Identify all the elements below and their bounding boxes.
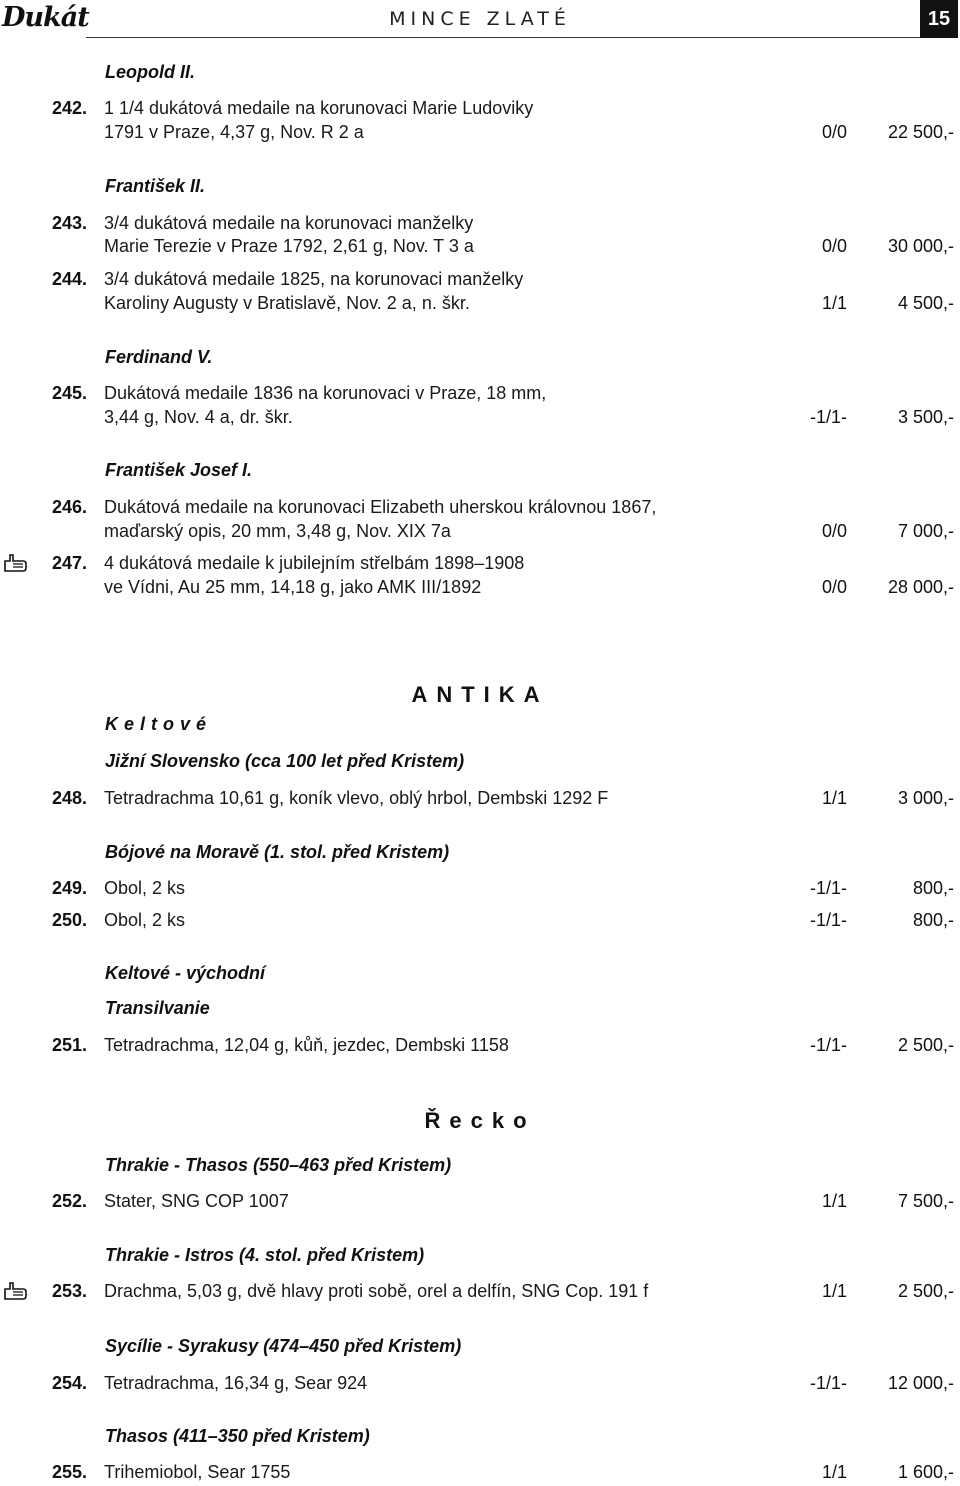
lot-price: 2 500,- <box>897 1035 954 1055</box>
lot-grade: 0/0 <box>821 521 847 541</box>
lot-description: Tetradrachma, 12,04 g, kůň, jezdec, Dembski 1158 <box>104 1035 509 1055</box>
lot-grade: 1/1 <box>821 293 847 313</box>
page-header <box>0 0 960 42</box>
lot-number: 243. <box>52 213 88 233</box>
lot-price: 800,- <box>912 878 954 898</box>
lot-grade: 0/0 <box>821 577 847 597</box>
section-heading: Transilvanie <box>105 998 210 1018</box>
lot-description: Tetradrachma 10,61 g, koník vlevo, oblý hrbol, Dembski 1292 F <box>104 788 609 808</box>
lot-number: 249. <box>52 878 88 898</box>
lot-number: 254. <box>52 1373 88 1393</box>
lot-grade: -1/1- <box>809 1035 847 1055</box>
lot-description: 3/4 dukátová medaile 1825, na korunovaci manželky <box>104 269 524 289</box>
lot-price: 2 500,- <box>897 1281 954 1301</box>
lot-description: Karoliny Augusty v Bratislavě, Nov. 2 a, n. škr. <box>104 293 470 313</box>
lot-price: 28 000,- <box>887 577 954 597</box>
section-heading: Jižní Slovensko (cca 100 let před Kristem) <box>105 751 465 771</box>
lot-price: 800,- <box>912 910 954 930</box>
lot-description: 4 dukátová medaile k jubilejním střelbám 1898–1908 <box>104 553 525 573</box>
lot-price: 3 500,- <box>897 407 954 427</box>
lot-number: 255. <box>52 1462 88 1482</box>
lot-grade: -1/1- <box>809 1373 847 1393</box>
lot-number: 248. <box>52 788 88 808</box>
lot-price: 1 600,- <box>897 1462 954 1482</box>
lot-description: Dukátová medaile 1836 na korunovaci v Praze, 18 mm, <box>104 383 547 403</box>
section-heading: Thasos (411–350 před Kristem) <box>105 1426 370 1446</box>
section-heading: František Josef I. <box>105 460 253 480</box>
lot-grade: -1/1- <box>809 910 847 930</box>
lot-price: 30 000,- <box>887 236 954 256</box>
lot-description: Dukátová medaile na korunovaci Elizabeth uherskou královnou 1867, <box>104 497 657 517</box>
lot-description: 1 1/4 dukátová medaile na korunovaci Marie Ludoviky <box>104 98 534 118</box>
header-divider <box>86 37 920 38</box>
lot-description: 3,44 g, Nov. 4 a, dr. škr. <box>104 407 293 427</box>
lot-description: maďarský opis, 20 mm, 3,48 g, Nov. XIX 7a <box>104 521 451 541</box>
lot-description: ve Vídni, Au 25 mm, 14,18 g, jako AMK III/1892 <box>104 577 482 597</box>
lot-price: 22 500,- <box>887 122 954 142</box>
lot-number: 247. <box>52 553 88 573</box>
lot-grade: 1/1 <box>821 1191 847 1211</box>
lot-price: 4 500,- <box>897 293 954 313</box>
section-heading: František II. <box>105 176 206 196</box>
lot-number: 245. <box>52 383 88 403</box>
lot-price: 7 500,- <box>897 1191 954 1211</box>
section-title: Řecko <box>424 1108 536 1133</box>
lot-number: 244. <box>52 269 88 289</box>
lot-description: Stater, SNG COP 1007 <box>104 1191 289 1211</box>
section-heading: Thrakie - Thasos (550–463 před Kristem) <box>105 1155 452 1175</box>
lot-description: Obol, 2 ks <box>104 878 186 898</box>
section-heading: Keltové - východní <box>105 963 266 983</box>
lot-number: 252. <box>52 1191 88 1211</box>
lot-price: 12 000,- <box>887 1373 954 1393</box>
lot-price: 3 000,- <box>897 788 954 808</box>
logo: Dukát <box>2 2 89 33</box>
section-heading: Leopold II. <box>105 62 195 82</box>
lot-grade: -1/1- <box>809 407 847 427</box>
lot-number: 253. <box>52 1281 88 1301</box>
lot-description: Drachma, 5,03 g, dvě hlavy proti sobě, orel a delfín, SNG Cop. 191 f <box>104 1281 649 1301</box>
lot-number: 246. <box>52 497 88 517</box>
hand-pointer-icon <box>2 1280 28 1302</box>
lot-description: 1791 v Praze, 4,37 g, Nov. R 2 a <box>104 122 364 142</box>
hand-pointer-icon <box>2 552 28 574</box>
lot-description: Marie Terezie v Praze 1792, 2,61 g, Nov. T 3 a <box>104 236 474 256</box>
section-title: ANTIKA <box>411 682 549 707</box>
lot-grade: 1/1 <box>821 1281 847 1301</box>
lot-grade: 0/0 <box>821 122 847 142</box>
lot-description: Obol, 2 ks <box>104 910 186 930</box>
section-heading: Sycílie - Syrakusy (474–450 před Kristem) <box>105 1336 462 1356</box>
section-heading: Ferdinand V. <box>105 347 213 367</box>
lot-description: 3/4 dukátová medaile na korunovaci manželky <box>104 213 474 233</box>
lot-grade: 0/0 <box>821 236 847 256</box>
lot-number: 242. <box>52 98 88 118</box>
lot-grade: 1/1 <box>821 1462 847 1482</box>
lot-grade: -1/1- <box>809 878 847 898</box>
lot-description: Trihemiobol, Sear 1755 <box>104 1462 291 1482</box>
lot-price: 7 000,- <box>897 521 954 541</box>
subsection-heading: Keltové <box>105 714 213 734</box>
section-heading: Thrakie - Istros (4. stol. před Kristem) <box>105 1245 425 1265</box>
lot-number: 251. <box>52 1035 88 1055</box>
lot-grade: 1/1 <box>821 788 847 808</box>
section-heading: Bójové na Moravě (1. stol. před Kristem) <box>105 842 450 862</box>
lot-description: Tetradrachma, 16,34 g, Sear 924 <box>104 1373 368 1393</box>
page-title: MINCE ZLATÉ <box>389 8 571 30</box>
lot-number: 250. <box>52 910 88 930</box>
page-number: 15 <box>920 0 958 38</box>
